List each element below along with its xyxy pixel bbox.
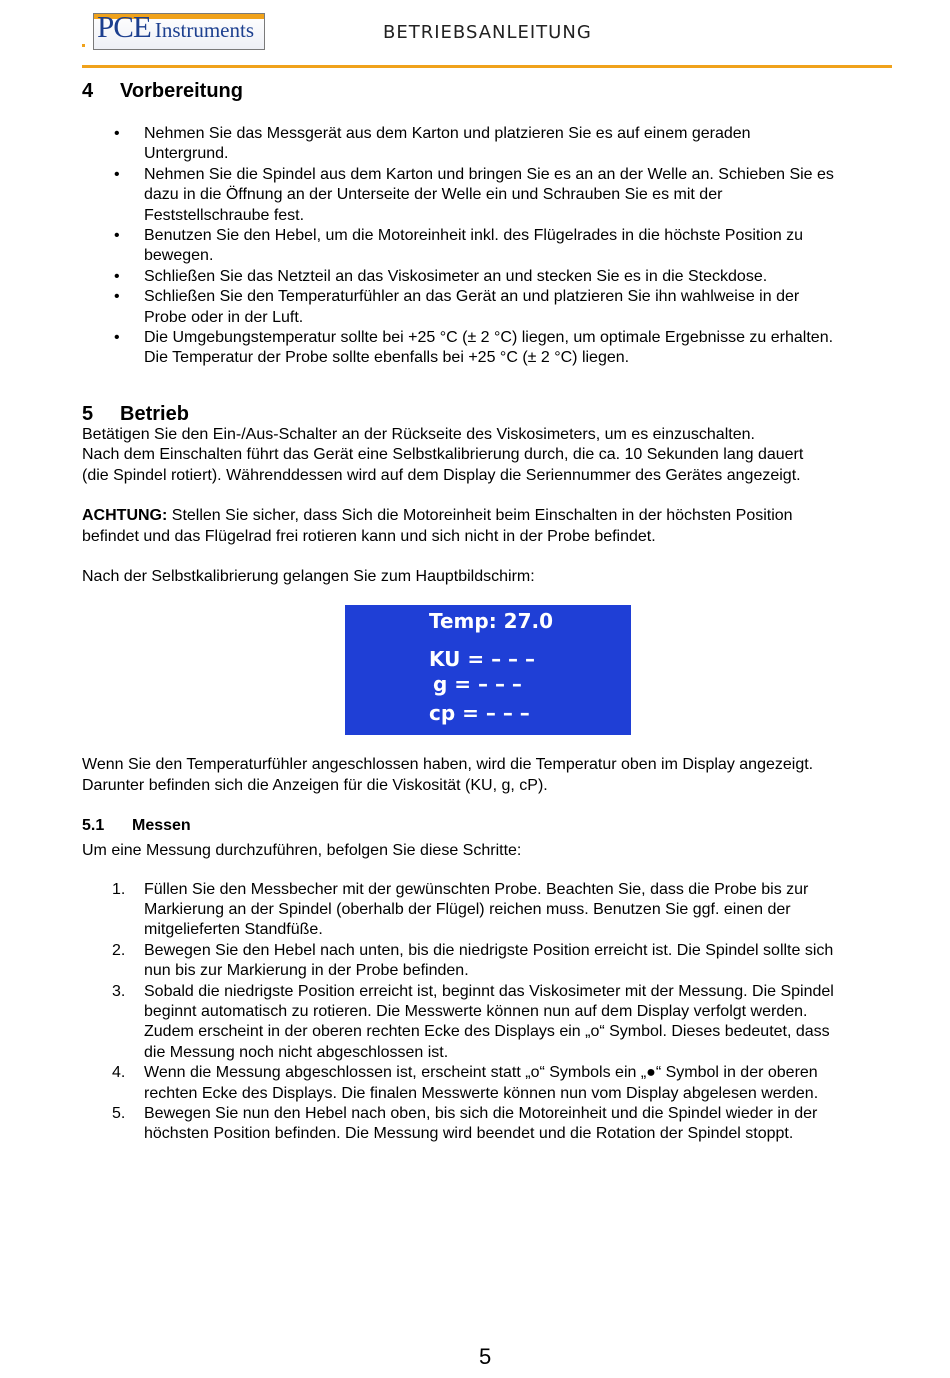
step-item: 3. Sobald die niedrigste Position erreicht ist, beginnt das Viskosimeter mit der Messung. Die Spindel beginnt automatisch zu rotieren. Die Messwerte können nun auf dem Display verfolgt werden. Zudem erscheint in der oberen rechten Ecke des Displays ein „o“ Symbol. Dieses bedeutet, dass die Messung noch nicht abgeschlossen ist. bbox=[112, 982, 834, 1061]
step-number: 1. bbox=[112, 880, 126, 898]
display-ku: KU = – – – bbox=[429, 647, 535, 672]
section-4-heading: 4 Vorbereitung bbox=[82, 80, 243, 102]
bullet-item: • Benutzen Sie den Hebel, um die Motoreinheit inkl. des Flügelrades in die höchste Position zu bewegen. bbox=[82, 226, 894, 267]
page-content bbox=[82, 78, 894, 1145]
bullet-item: • Nehmen Sie die Spindel aus dem Karton und bringen Sie es an an der Welle an. Schieben Sie es dazu in die Öffnung an der Unterseite der Welle ein und Schrauben Sie es mit der Feststellschraube fest. bbox=[82, 165, 894, 226]
step-number: 2. bbox=[112, 941, 126, 959]
step-number: 5. bbox=[112, 1105, 126, 1122]
display-explanation: Wenn Sie den Temperaturfühler angeschlossen haben, wird die Temperatur oben im Display angezeigt. Darunter befinden sich die Anzeigen für die Viskosität (KU, g, cP). bbox=[82, 756, 814, 794]
display-temp: Temp: 27.0 bbox=[429, 609, 554, 634]
bullet-item: • Schließen Sie den Temperaturfühler an das Gerät an und platzieren Sie ihn wahlweise in der Probe oder in der Luft. bbox=[82, 287, 894, 328]
page-number: 5 bbox=[479, 1344, 492, 1369]
bullet-item: • Nehmen Sie das Messgerät aus dem Karton und platzieren Sie es auf einem geraden Untergrund. bbox=[82, 124, 894, 165]
header-title: BETRIEBSANLEITUNG bbox=[383, 22, 592, 43]
bullet-item: • Schließen Sie das Netzteil an das Viskosimeter an und stecken Sie es in die Steckdose. bbox=[82, 267, 894, 287]
warning-paragraph: ACHTUNG: Stellen Sie sicher, dass Sich die Motoreinheit beim Einschalten in der höchsten Position befindet und das Flügelrad frei rotieren kann und sich nicht in der Probe befindet. bbox=[82, 507, 793, 545]
step-item: 1. Füllen Sie den Messbecher mit der gewünschten Probe. Beachten Sie, dass die Probe bis zur Markierung an der Spindel (oberhalb der Flügel) reichen muss. Benutzen Sie ggf. einen der mitgelieferten Standfüße. bbox=[112, 880, 809, 939]
warning-label: ACHTUNG: bbox=[82, 507, 168, 525]
step-number: 3. bbox=[112, 982, 126, 1000]
step-item: 2. Bewegen Sie den Hebel nach unten, bis die niedrigste Position erreicht ist. Die Spindel sollte sich nun bis zur Markierung in der Probe befinden. bbox=[112, 941, 834, 980]
measurement-steps-list bbox=[82, 880, 894, 1145]
section-4-bullet-list bbox=[82, 124, 894, 369]
step-item: 5. Bewegen Sie nun den Hebel nach oben, bis sich die Motoreinheit und die Spindel wieder in der höchsten Position befinden. Die Messung wird beendet und die Rotation der Spindel stoppt. bbox=[112, 1105, 818, 1143]
display-cp: cp = – – – bbox=[429, 701, 530, 726]
logo-instruments-text: Instruments bbox=[154, 18, 255, 42]
pce-logo bbox=[93, 13, 265, 50]
main-screen-display bbox=[345, 605, 631, 735]
step-number: 4. bbox=[112, 1064, 126, 1082]
logo-pce-text: PCE bbox=[97, 13, 151, 44]
display-g: g = – – – bbox=[433, 672, 522, 697]
step-item: 4. Wenn die Messung abgeschlossen ist, erscheint statt „o“ Symbols ein „●“ Symbol in der oberen rechten Ecke des Displays. Die finalen Messwerte können nun vom Display abgelesen werden. bbox=[112, 1064, 819, 1102]
logo-accent-dot bbox=[82, 44, 85, 47]
after-calibration-text: Nach der Selbstkalibrierung gelangen Sie zum Hauptbildschirm: bbox=[82, 567, 535, 585]
page-header bbox=[0, 0, 950, 70]
section-5-intro: Betätigen Sie den Ein-/Aus-Schalter an der Rückseite des Viskosimeters, um es einzuschalten. Nach dem Einschalten führt das Gerät eine Selbstkalibrierung durch, die ca. 10 Sekunden lang dauert (die Spindel rotiert). Währenddessen wird auf dem Display die Seriennummer des Gerätes angezeigt. bbox=[82, 425, 804, 484]
header-divider bbox=[82, 65, 892, 68]
bullet-item: • Die Umgebungstemperatur sollte bei +25 °C (± 2 °C) liegen, um optimale Ergebnisse zu erhalten. Die Temperatur der Probe sollte ebenfalls bei +25 °C (± 2 °C) liegen. bbox=[82, 328, 894, 369]
section-5-heading: 5 Betrieb bbox=[82, 402, 189, 425]
section-5-1-heading: 5.1 Messen bbox=[82, 817, 191, 835]
section-5-1-intro: Um eine Messung durchzuführen, befolgen Sie diese Schritte: bbox=[82, 842, 522, 860]
